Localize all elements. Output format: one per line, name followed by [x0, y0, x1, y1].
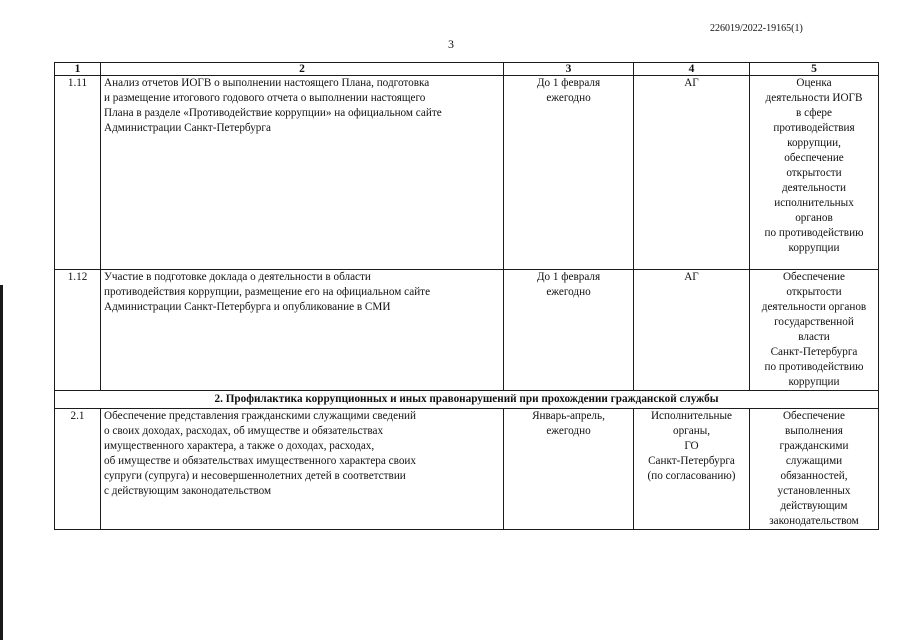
text-line: имущественного характера, а также о доходах, расходах, — [104, 440, 375, 452]
text-line: Оценка — [796, 77, 832, 89]
text-line: коррупции — [788, 376, 840, 388]
header-row — [55, 63, 879, 76]
text-line: ГО — [684, 440, 699, 452]
text-line: ежегодно — [546, 425, 591, 437]
text-line: установленных — [777, 485, 851, 497]
section-title: 2. Профилактика коррупционных и иных правонарушений при прохождении гражданской службы — [55, 391, 879, 409]
text-line: органов — [795, 212, 833, 224]
text-line: Обеспечение — [782, 410, 846, 422]
table-row — [55, 270, 879, 391]
row-deadline — [504, 76, 634, 270]
text-line: действующим — [780, 500, 848, 512]
text-line: Администрации Санкт-Петербурга и опубликование в СМИ — [104, 301, 391, 313]
text-line: исполнительных — [774, 197, 854, 209]
text-line: Плана в разделе «Противодействие коррупции» на официальном сайте — [104, 107, 442, 119]
plan-table — [54, 62, 879, 530]
text-line: по противодействию — [764, 227, 864, 239]
text-line: деятельности — [781, 182, 847, 194]
row-action — [101, 270, 504, 391]
header-col-1: 1 — [55, 63, 101, 76]
row-action — [101, 409, 504, 530]
text-line: о своих доходах, расходах, об имуществе и обязательствах — [104, 425, 384, 437]
text-line: Санкт-Петербурга — [770, 346, 858, 358]
text-line: Анализ отчетов ИОГВ о выполнении настоящего Плана, подготовка — [104, 77, 430, 89]
row-result — [750, 409, 879, 530]
text-line: До 1 февраля — [536, 77, 601, 89]
row-number: 2.1 — [55, 409, 101, 530]
text-line: коррупции, — [787, 137, 841, 149]
text-line: супруги (супруга) и несовершеннолетних детей в соответствии — [104, 470, 406, 482]
section-header-row — [55, 391, 879, 409]
text-line: АГ — [684, 77, 699, 89]
text-line: власти — [798, 331, 830, 343]
text-line: с действующим законодательством — [104, 485, 272, 497]
text-line: противодействия — [773, 122, 855, 134]
scan-edge-shadow — [0, 285, 3, 640]
row-deadline — [504, 409, 634, 530]
text-line: Санкт-Петербурга — [648, 455, 735, 467]
row-result — [750, 76, 879, 270]
document-id: 226019/2022-19165(1) — [710, 23, 803, 34]
header-col-4: 4 — [634, 63, 750, 76]
text-line: в сфере — [796, 107, 832, 119]
text-line: по противодействию — [764, 361, 864, 373]
table-row — [55, 76, 879, 270]
row-executor — [634, 76, 750, 270]
text-line: АГ — [684, 271, 699, 283]
text-line: обеспечение — [784, 152, 844, 164]
text-line: Обеспечение — [782, 271, 846, 283]
header-col-2: 2 — [101, 63, 504, 76]
text-line: (по согласованию) — [647, 470, 736, 482]
row-number: 1.12 — [55, 270, 101, 391]
header-col-3: 3 — [504, 63, 634, 76]
text-line: противодействия коррупции, размещение его на официальном сайте — [104, 286, 431, 298]
text-line: обязанностей, — [780, 470, 848, 482]
text-line: об имуществе и обязательствах имущественного характера своих — [104, 455, 416, 467]
text-line: гражданскими — [779, 440, 849, 452]
text-line: деятельности ИОГВ — [765, 92, 863, 104]
text-line: служащими — [785, 455, 843, 467]
text-line: законодательством — [769, 515, 859, 527]
text-line: Январь-апрель, — [532, 410, 605, 422]
text-line: открытости — [786, 167, 842, 179]
text-line: ежегодно — [546, 286, 591, 298]
text-line: государственной — [774, 316, 854, 328]
text-line: выполнения — [785, 425, 843, 437]
text-line: Участие в подготовке доклада о деятельности в области — [104, 271, 371, 283]
text-line: открытости — [786, 286, 842, 298]
text-line: и размещение итогового годового отчета о выполнении настоящего — [104, 92, 426, 104]
text-line: Исполнительные — [650, 410, 733, 422]
text-line: До 1 февраля — [536, 271, 601, 283]
text-line: органы, — [672, 425, 711, 437]
row-executor — [634, 270, 750, 391]
table-row — [55, 409, 879, 530]
text-line: коррупции — [788, 242, 840, 254]
text-line: деятельности органов — [761, 301, 867, 313]
text-line: Администрации Санкт-Петербурга — [104, 122, 271, 134]
row-result — [750, 270, 879, 391]
row-number: 1.11 — [55, 76, 101, 270]
text-line: ежегодно — [546, 92, 591, 104]
row-executor — [634, 409, 750, 530]
row-deadline — [504, 270, 634, 391]
header-col-5: 5 — [750, 63, 879, 76]
page-number: 3 — [448, 37, 454, 51]
row-action — [101, 76, 504, 270]
text-line: Обеспечение представления гражданскими служащими сведений — [104, 410, 417, 422]
